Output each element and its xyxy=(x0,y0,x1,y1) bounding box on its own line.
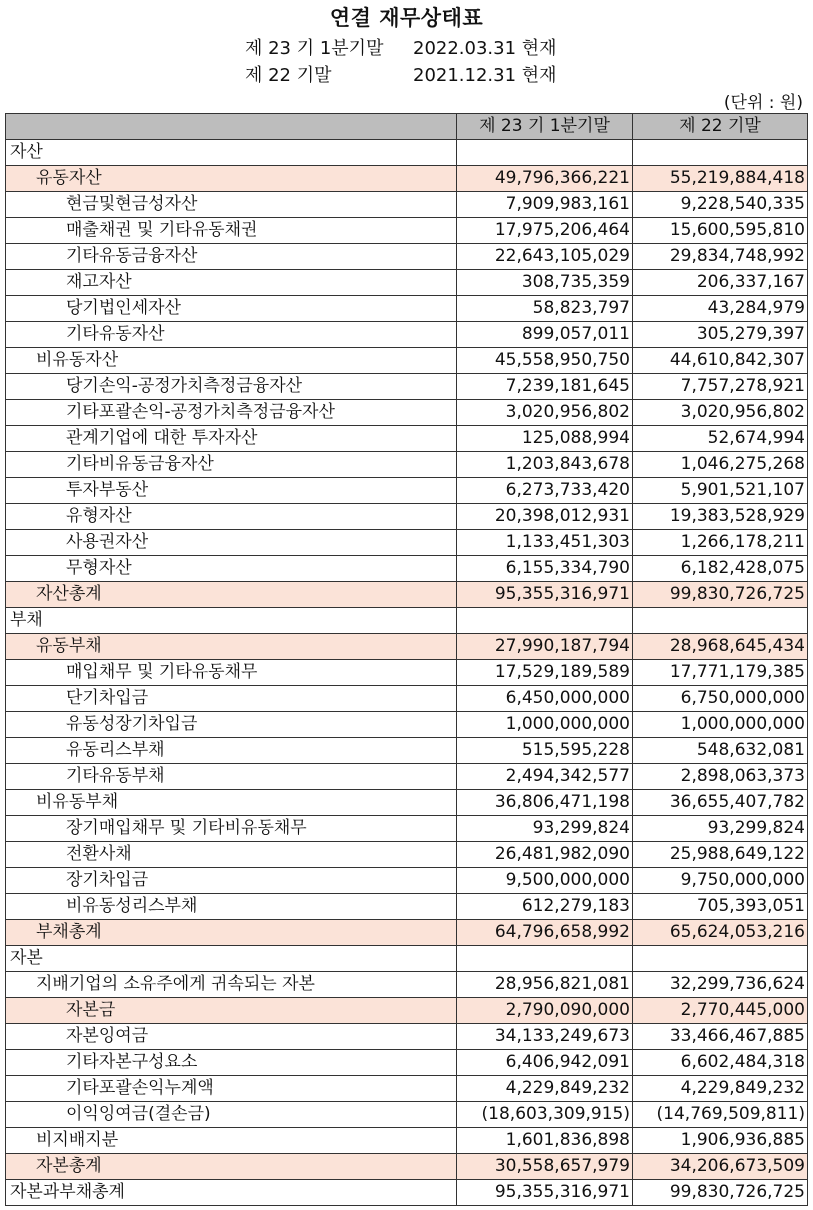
period-prior-label: 제 22 기말 xyxy=(245,65,332,86)
prior-period-value: 29,834,748,992 xyxy=(633,244,808,270)
account-name: 단기차입금 xyxy=(6,686,457,712)
prior-period-value: 44,610,842,307 xyxy=(633,348,808,374)
current-period-value: 45,558,950,750 xyxy=(457,348,633,374)
prior-period-value: 99,830,726,725 xyxy=(633,1180,808,1206)
table-row xyxy=(6,192,808,218)
table-row xyxy=(6,634,808,660)
prior-period-value: 55,219,884,418 xyxy=(633,166,808,192)
prior-period-value: 1,906,936,885 xyxy=(633,1128,808,1154)
period-current-date: 2022.03.31 현재 xyxy=(413,38,557,59)
prior-period-value: 43,284,979 xyxy=(633,296,808,322)
current-period-value: 6,155,334,790 xyxy=(457,556,633,582)
table-row xyxy=(6,374,808,400)
table-row xyxy=(6,504,808,530)
prior-period-value: 6,182,428,075 xyxy=(633,556,808,582)
account-name: 재고자산 xyxy=(6,270,457,296)
prior-period-value: 34,206,673,509 xyxy=(633,1154,808,1180)
account-name: 자산총계 xyxy=(6,582,457,608)
table-row xyxy=(6,426,808,452)
current-period-value: 1,601,836,898 xyxy=(457,1128,633,1154)
current-period-value: 515,595,228 xyxy=(457,738,633,764)
period-current xyxy=(245,34,557,60)
prior-period-value: 32,299,736,624 xyxy=(633,972,808,998)
current-period-value: 308,735,359 xyxy=(457,270,633,296)
table-row xyxy=(6,1154,808,1180)
table-row xyxy=(6,348,808,374)
statement-title: 연결 재무상태표 xyxy=(329,6,484,30)
account-name: 비유동자산 xyxy=(6,348,457,374)
period-prior-date: 2021.12.31 현재 xyxy=(413,65,557,86)
table-row xyxy=(6,1050,808,1076)
prior-period-value: 2,898,063,373 xyxy=(633,764,808,790)
prior-period-value: 6,602,484,318 xyxy=(633,1050,808,1076)
account-name: 무형자산 xyxy=(6,556,457,582)
table-body xyxy=(6,140,808,1206)
account-name: 기타포괄손익누계액 xyxy=(6,1076,457,1102)
account-name: 유동성장기차입금 xyxy=(6,712,457,738)
table-header-row xyxy=(6,114,808,140)
account-name: 유형자산 xyxy=(6,504,457,530)
current-period-value: 17,529,189,589 xyxy=(457,660,633,686)
current-period-value: 2,494,342,577 xyxy=(457,764,633,790)
prior-period-value: 6,750,000,000 xyxy=(633,686,808,712)
prior-period-value: 65,624,053,216 xyxy=(633,920,808,946)
current-period-value xyxy=(457,140,633,166)
account-name: 지배기업의 소유주에게 귀속되는 자본 xyxy=(6,972,457,998)
table-row xyxy=(6,712,808,738)
table-row xyxy=(6,894,808,920)
prior-period-value: 9,750,000,000 xyxy=(633,868,808,894)
current-period-value: 30,558,657,979 xyxy=(457,1154,633,1180)
current-period-value: 34,133,249,673 xyxy=(457,1024,633,1050)
current-period-value: 4,229,849,232 xyxy=(457,1076,633,1102)
current-period-value: 3,020,956,802 xyxy=(457,400,633,426)
table-row xyxy=(6,530,808,556)
account-name: 부채총계 xyxy=(6,920,457,946)
account-name: 기타유동금융자산 xyxy=(6,244,457,270)
prior-period-value xyxy=(633,608,808,634)
prior-period-value: 19,383,528,929 xyxy=(633,504,808,530)
account-name: 장기차입금 xyxy=(6,868,457,894)
account-name: 사용권자산 xyxy=(6,530,457,556)
account-name: 현금및현금성자산 xyxy=(6,192,457,218)
period-current-label: 제 23 기 1분기말 xyxy=(245,38,384,59)
prior-period-value: 305,279,397 xyxy=(633,322,808,348)
table-row xyxy=(6,1076,808,1102)
current-period-value: 9,500,000,000 xyxy=(457,868,633,894)
table-row xyxy=(6,842,808,868)
account-name: 비유동성리스부채 xyxy=(6,894,457,920)
table-row xyxy=(6,582,808,608)
current-period-value: 1,203,843,678 xyxy=(457,452,633,478)
table-row xyxy=(6,218,808,244)
current-period-value: 95,355,316,971 xyxy=(457,1180,633,1206)
account-name: 자산 xyxy=(6,140,457,166)
account-name: 비유동부채 xyxy=(6,790,457,816)
current-period-value: 58,823,797 xyxy=(457,296,633,322)
table-row xyxy=(6,556,808,582)
current-period-value: 93,299,824 xyxy=(457,816,633,842)
current-period-value: 899,057,011 xyxy=(457,322,633,348)
account-name: 자본총계 xyxy=(6,1154,457,1180)
unit-label: (단위 : 원) xyxy=(723,93,803,113)
current-period-value: 125,088,994 xyxy=(457,426,633,452)
table-row xyxy=(6,660,808,686)
table-row xyxy=(6,946,808,972)
table-row xyxy=(6,790,808,816)
prior-period-value: 99,830,726,725 xyxy=(633,582,808,608)
prior-period-value: 52,674,994 xyxy=(633,426,808,452)
current-period-value: (18,603,309,915) xyxy=(457,1102,633,1128)
account-name: 당기법인세자산 xyxy=(6,296,457,322)
prior-period-value xyxy=(633,140,808,166)
current-period-value: 95,355,316,971 xyxy=(457,582,633,608)
account-name: 유동부채 xyxy=(6,634,457,660)
current-period-value: 6,406,942,091 xyxy=(457,1050,633,1076)
prior-period-value: 1,046,275,268 xyxy=(633,452,808,478)
current-period-value: 64,796,658,992 xyxy=(457,920,633,946)
current-period-value: 20,398,012,931 xyxy=(457,504,633,530)
account-name: 장기매입채무 및 기타비유동채무 xyxy=(6,816,457,842)
current-period-value: 28,956,821,081 xyxy=(457,972,633,998)
account-name: 관계기업에 대한 투자자산 xyxy=(6,426,457,452)
account-name: 투자부동산 xyxy=(6,478,457,504)
table-row xyxy=(6,296,808,322)
account-name: 비지배지분 xyxy=(6,1128,457,1154)
account-name: 이익잉여금(결손금) xyxy=(6,1102,457,1128)
account-name: 기타유동자산 xyxy=(6,322,457,348)
table-row xyxy=(6,400,808,426)
prior-period-value: 2,770,445,000 xyxy=(633,998,808,1024)
current-period-value: 6,450,000,000 xyxy=(457,686,633,712)
period-prior xyxy=(245,61,557,87)
prior-period-value: 1,266,178,211 xyxy=(633,530,808,556)
prior-period-value: 93,299,824 xyxy=(633,816,808,842)
table-row xyxy=(6,478,808,504)
account-name: 부채 xyxy=(6,608,457,634)
prior-period-value: 33,466,467,885 xyxy=(633,1024,808,1050)
table-row xyxy=(6,166,808,192)
current-period-value: 49,796,366,221 xyxy=(457,166,633,192)
prior-period-value: (14,769,509,811) xyxy=(633,1102,808,1128)
prior-period-value: 4,229,849,232 xyxy=(633,1076,808,1102)
table-row xyxy=(6,686,808,712)
header-prior-period: 제 22 기말 xyxy=(633,114,808,140)
current-period-value: 6,273,733,420 xyxy=(457,478,633,504)
account-name: 유동리스부채 xyxy=(6,738,457,764)
table-row xyxy=(6,270,808,296)
table-row xyxy=(6,1102,808,1128)
current-period-value xyxy=(457,608,633,634)
account-name: 자본 xyxy=(6,946,457,972)
prior-period-value: 548,632,081 xyxy=(633,738,808,764)
table-row xyxy=(6,322,808,348)
account-name: 유동자산 xyxy=(6,166,457,192)
prior-period-value: 25,988,649,122 xyxy=(633,842,808,868)
prior-period-value: 5,901,521,107 xyxy=(633,478,808,504)
current-period-value: 22,643,105,029 xyxy=(457,244,633,270)
prior-period-value: 9,228,540,335 xyxy=(633,192,808,218)
prior-period-value: 28,968,645,434 xyxy=(633,634,808,660)
account-name: 매출채권 및 기타유동채권 xyxy=(6,218,457,244)
table-row xyxy=(6,1024,808,1050)
current-period-value xyxy=(457,946,633,972)
prior-period-value: 7,757,278,921 xyxy=(633,374,808,400)
prior-period-value: 36,655,407,782 xyxy=(633,790,808,816)
account-name: 기타자본구성요소 xyxy=(6,1050,457,1076)
prior-period-value xyxy=(633,946,808,972)
table-row xyxy=(6,140,808,166)
prior-period-value: 3,020,956,802 xyxy=(633,400,808,426)
current-period-value: 7,909,983,161 xyxy=(457,192,633,218)
prior-period-value: 17,771,179,385 xyxy=(633,660,808,686)
table-row xyxy=(6,972,808,998)
account-name: 매입채무 및 기타유동채무 xyxy=(6,660,457,686)
prior-period-value: 15,600,595,810 xyxy=(633,218,808,244)
current-period-value: 17,975,206,464 xyxy=(457,218,633,244)
table-row xyxy=(6,998,808,1024)
current-period-value: 7,239,181,645 xyxy=(457,374,633,400)
table-row xyxy=(6,868,808,894)
table-row xyxy=(6,1128,808,1154)
account-name: 자본금 xyxy=(6,998,457,1024)
table-row xyxy=(6,816,808,842)
prior-period-value: 1,000,000,000 xyxy=(633,712,808,738)
account-name: 자본과부채총계 xyxy=(6,1180,457,1206)
account-name: 기타포괄손익-공정가치측정금융자산 xyxy=(6,400,457,426)
current-period-value: 26,481,982,090 xyxy=(457,842,633,868)
prior-period-value: 206,337,167 xyxy=(633,270,808,296)
current-period-value: 612,279,183 xyxy=(457,894,633,920)
current-period-value: 1,000,000,000 xyxy=(457,712,633,738)
current-period-value: 27,990,187,794 xyxy=(457,634,633,660)
current-period-value: 2,790,090,000 xyxy=(457,998,633,1024)
table-row xyxy=(6,1180,808,1206)
prior-period-value: 705,393,051 xyxy=(633,894,808,920)
table-row xyxy=(6,920,808,946)
account-name: 전환사채 xyxy=(6,842,457,868)
table-row xyxy=(6,764,808,790)
account-name: 자본잉여금 xyxy=(6,1024,457,1050)
account-name: 기타유동부채 xyxy=(6,764,457,790)
table-row xyxy=(6,452,808,478)
table-row xyxy=(6,608,808,634)
account-name: 기타비유동금융자산 xyxy=(6,452,457,478)
header-current-period: 제 23 기 1분기말 xyxy=(457,114,633,140)
account-name: 당기손익-공정가치측정금융자산 xyxy=(6,374,457,400)
current-period-value: 36,806,471,198 xyxy=(457,790,633,816)
table-row xyxy=(6,738,808,764)
header-account xyxy=(6,114,457,140)
table-row xyxy=(6,244,808,270)
balance-sheet-table xyxy=(5,113,808,1206)
current-period-value: 1,133,451,303 xyxy=(457,530,633,556)
